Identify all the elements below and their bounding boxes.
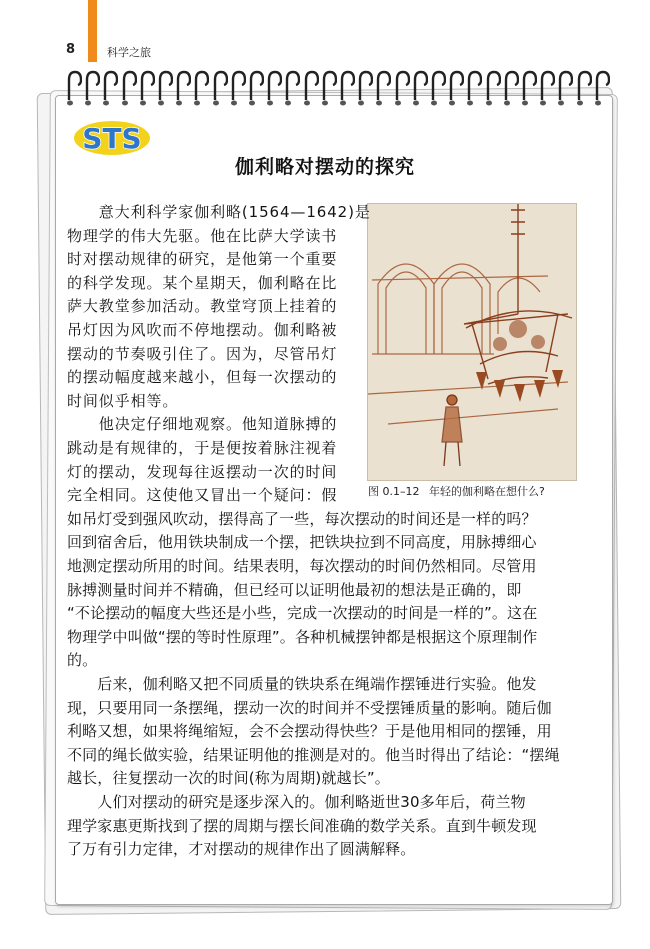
chandelier-sketch-illustration (368, 204, 576, 480)
article-title: 伽利略对摆动的探究 (234, 156, 415, 178)
book-title: 科学之旅 (107, 46, 151, 59)
binding-ring (576, 70, 592, 110)
binding-ring (485, 70, 501, 110)
article-line: 完全相同。这使他又冒出一个疑问：假 (67, 486, 338, 505)
article-line: 了万有引力定律，才对摆动的规律作出了圆满解释。 (67, 840, 416, 859)
binding-ring (175, 70, 191, 110)
binding-ring (321, 70, 337, 110)
figure-caption (368, 483, 588, 499)
article-line: 的摆动幅度越来越小，但每一次摆动的 (67, 368, 338, 387)
article-line: 跳动是有规律的，于是便按着脉注视着 (67, 439, 338, 457)
article-line: 回到宿舍后，他用铁块制成一个摆，把铁块拉到不同高度，用脉搏细心 (67, 533, 537, 552)
article-line: 灯的摆动，发现每往返摆动一次的时间 (67, 462, 338, 481)
article-line: 物理学中叫做“摆的等时性原理”。各种机械摆钟都是根据这个原理制作 (67, 627, 538, 646)
binding-ring (339, 70, 355, 110)
binding-ring (102, 70, 118, 110)
binding-ring (539, 70, 555, 110)
binding-ring (394, 70, 410, 110)
binding-ring (375, 70, 391, 110)
article-line: 后来，伽利略又把不同质量的铁块系在绳端作摆锤进行实验。他发 (67, 675, 537, 693)
article-line: 利略又想，如果将绳缩短，会不会摆动得快些？于是他用相同的摆锤，用 (67, 722, 552, 741)
article-line: 时对摆动规律的研究，是他第一个重要 (67, 250, 338, 269)
binding-ring (466, 70, 482, 110)
article-line: 物理学的伟大先驱。他在比萨大学读书 (67, 226, 338, 245)
binding-ring (503, 70, 519, 110)
article-line: 摆动的节奏吸引住了。因为，尽管吊灯 (67, 344, 338, 363)
binding-ring (139, 70, 155, 110)
article-line: 理学家惠更斯找到了摆的周期与摆长间准确的数学关系。直到牛顿发现 (67, 816, 537, 835)
article-line: 的科学发现。某个星期天，伽利略在比 (67, 273, 338, 292)
figure-caption-text: 年轻的伽利略在想什么? (429, 485, 545, 498)
article-line: 人们对摆动的研究是逐步深入的。伽利略逝世30多年后，荷兰物 (67, 793, 526, 811)
binding-ring (193, 70, 209, 110)
article-line: 地测定摆动所用的时间。结果表明，每次摆动的时间仍然相同。尽管用 (67, 557, 537, 575)
article-line: 越长，往复摆动一次的时间(称为周期)就越长”。 (67, 769, 390, 788)
article-line: 脉搏测量时间并不精确，但已经可以证明他最初的想法是正确的，即 (67, 580, 522, 599)
article-line: 现，只要用同一条摆绳，摆动一次的时间并不受摆锤质量的影响。随后伽 (67, 698, 552, 717)
article-line: 的。 (67, 651, 98, 670)
binding-ring (430, 70, 446, 110)
binding-ring (412, 70, 428, 110)
galileo-sketch-figure (367, 203, 577, 481)
article-line: 他决定仔细地观察。他知道脉搏的 (67, 415, 338, 434)
spiral-binding (66, 70, 606, 114)
article-line: 萨大教堂参加活动。教堂穹顶上挂着的 (67, 297, 338, 316)
binding-ring (303, 70, 319, 110)
article-line: 意大利科学家伽利略(1564—1642)是 (67, 203, 371, 221)
figure-number: 图 0.1–12 (368, 485, 420, 498)
binding-ring (284, 70, 300, 110)
orange-tab-bar (88, 0, 97, 62)
binding-ring (248, 70, 264, 110)
article-line: 如吊灯受到强风吹动，摆得高了一些，每次摆动的时间还是一样的吗？ (67, 509, 537, 528)
binding-ring (66, 70, 82, 110)
binding-ring (157, 70, 173, 110)
binding-ring (448, 70, 464, 110)
binding-ring (357, 70, 373, 110)
article-line: “不论摆动的幅度大些还是小些，完成一次摆动的时间是一样的”。这在 (67, 604, 538, 623)
page-number: 8 (66, 42, 76, 57)
binding-ring (121, 70, 137, 110)
binding-ring (594, 70, 610, 110)
article-line: 时间似乎相等。 (67, 391, 179, 410)
binding-ring (212, 70, 228, 110)
binding-ring (266, 70, 282, 110)
sts-badge-text: STS (82, 122, 142, 155)
article-line: 不同的绳长做实验，结果证明他的推测是对的。他当时得出了结论：“摆绳 (67, 745, 560, 764)
binding-ring (557, 70, 573, 110)
binding-ring (84, 70, 100, 110)
binding-ring (521, 70, 537, 110)
article-line: 吊灯因为风吹而不停地摆动。伽利略被 (67, 321, 338, 339)
binding-ring (230, 70, 246, 110)
